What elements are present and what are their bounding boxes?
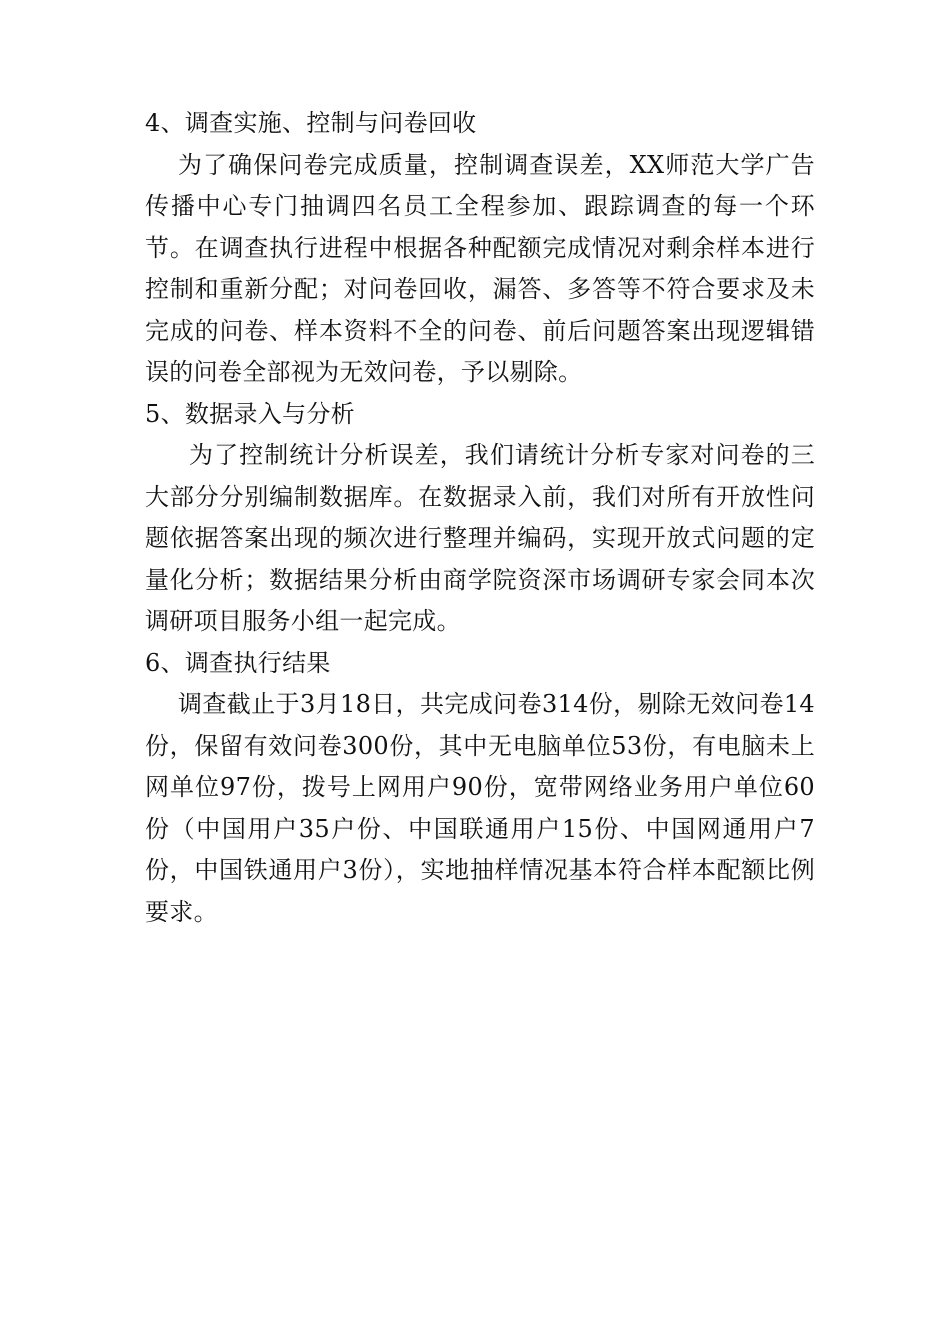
section-4-heading: 4、调查实施、控制与问卷回收 [145, 109, 477, 137]
document-content [145, 103, 815, 933]
section-6-paragraph: 调查截止于3月18日，共完成问卷314份，剔除无效问卷14份，保留有效问卷300份，其中无电脑单位53份，有电脑未上网单位97份，拨号上网用户90份，宽带网络业务用户单位60份（中国用户35户份、中国联通用户15份、中国网通用户7份，中国铁通用户3份），实地抽样情况基本符合样本配额比例要求。 [145, 690, 815, 926]
section-6-heading: 6、调查执行结果 [145, 648, 331, 677]
section-5-heading: 5、数据录入与分析 [145, 399, 355, 428]
section-5-paragraph: 为了控制统计分析误差，我们请统计分析专家对问卷的三大部分分别编制数据库。在数据录入前，我们对所有开放性问题依据答案出现的频次进行整理并编码，实现开放式问题的定量化分析；数据结果分析由商学院资深市场调研专家会同本次调研项目服务小组一起完成。 [145, 441, 815, 635]
section-4-paragraph: 为了确保问卷完成质量，控制调查误差，XX师范大学广告传播中心专门抽调四名员工全程参加、跟踪调查的每一个环节。在调查执行进程中根据各种配额完成情况对剩余样本进行控制和重新分配；对问卷回收，漏答、多答等不符合要求及未完成的问卷、样本资料不全的问卷、前后问题答案出现逻辑错误的问卷全部视为无效问卷，予以剔除。 [145, 150, 815, 386]
